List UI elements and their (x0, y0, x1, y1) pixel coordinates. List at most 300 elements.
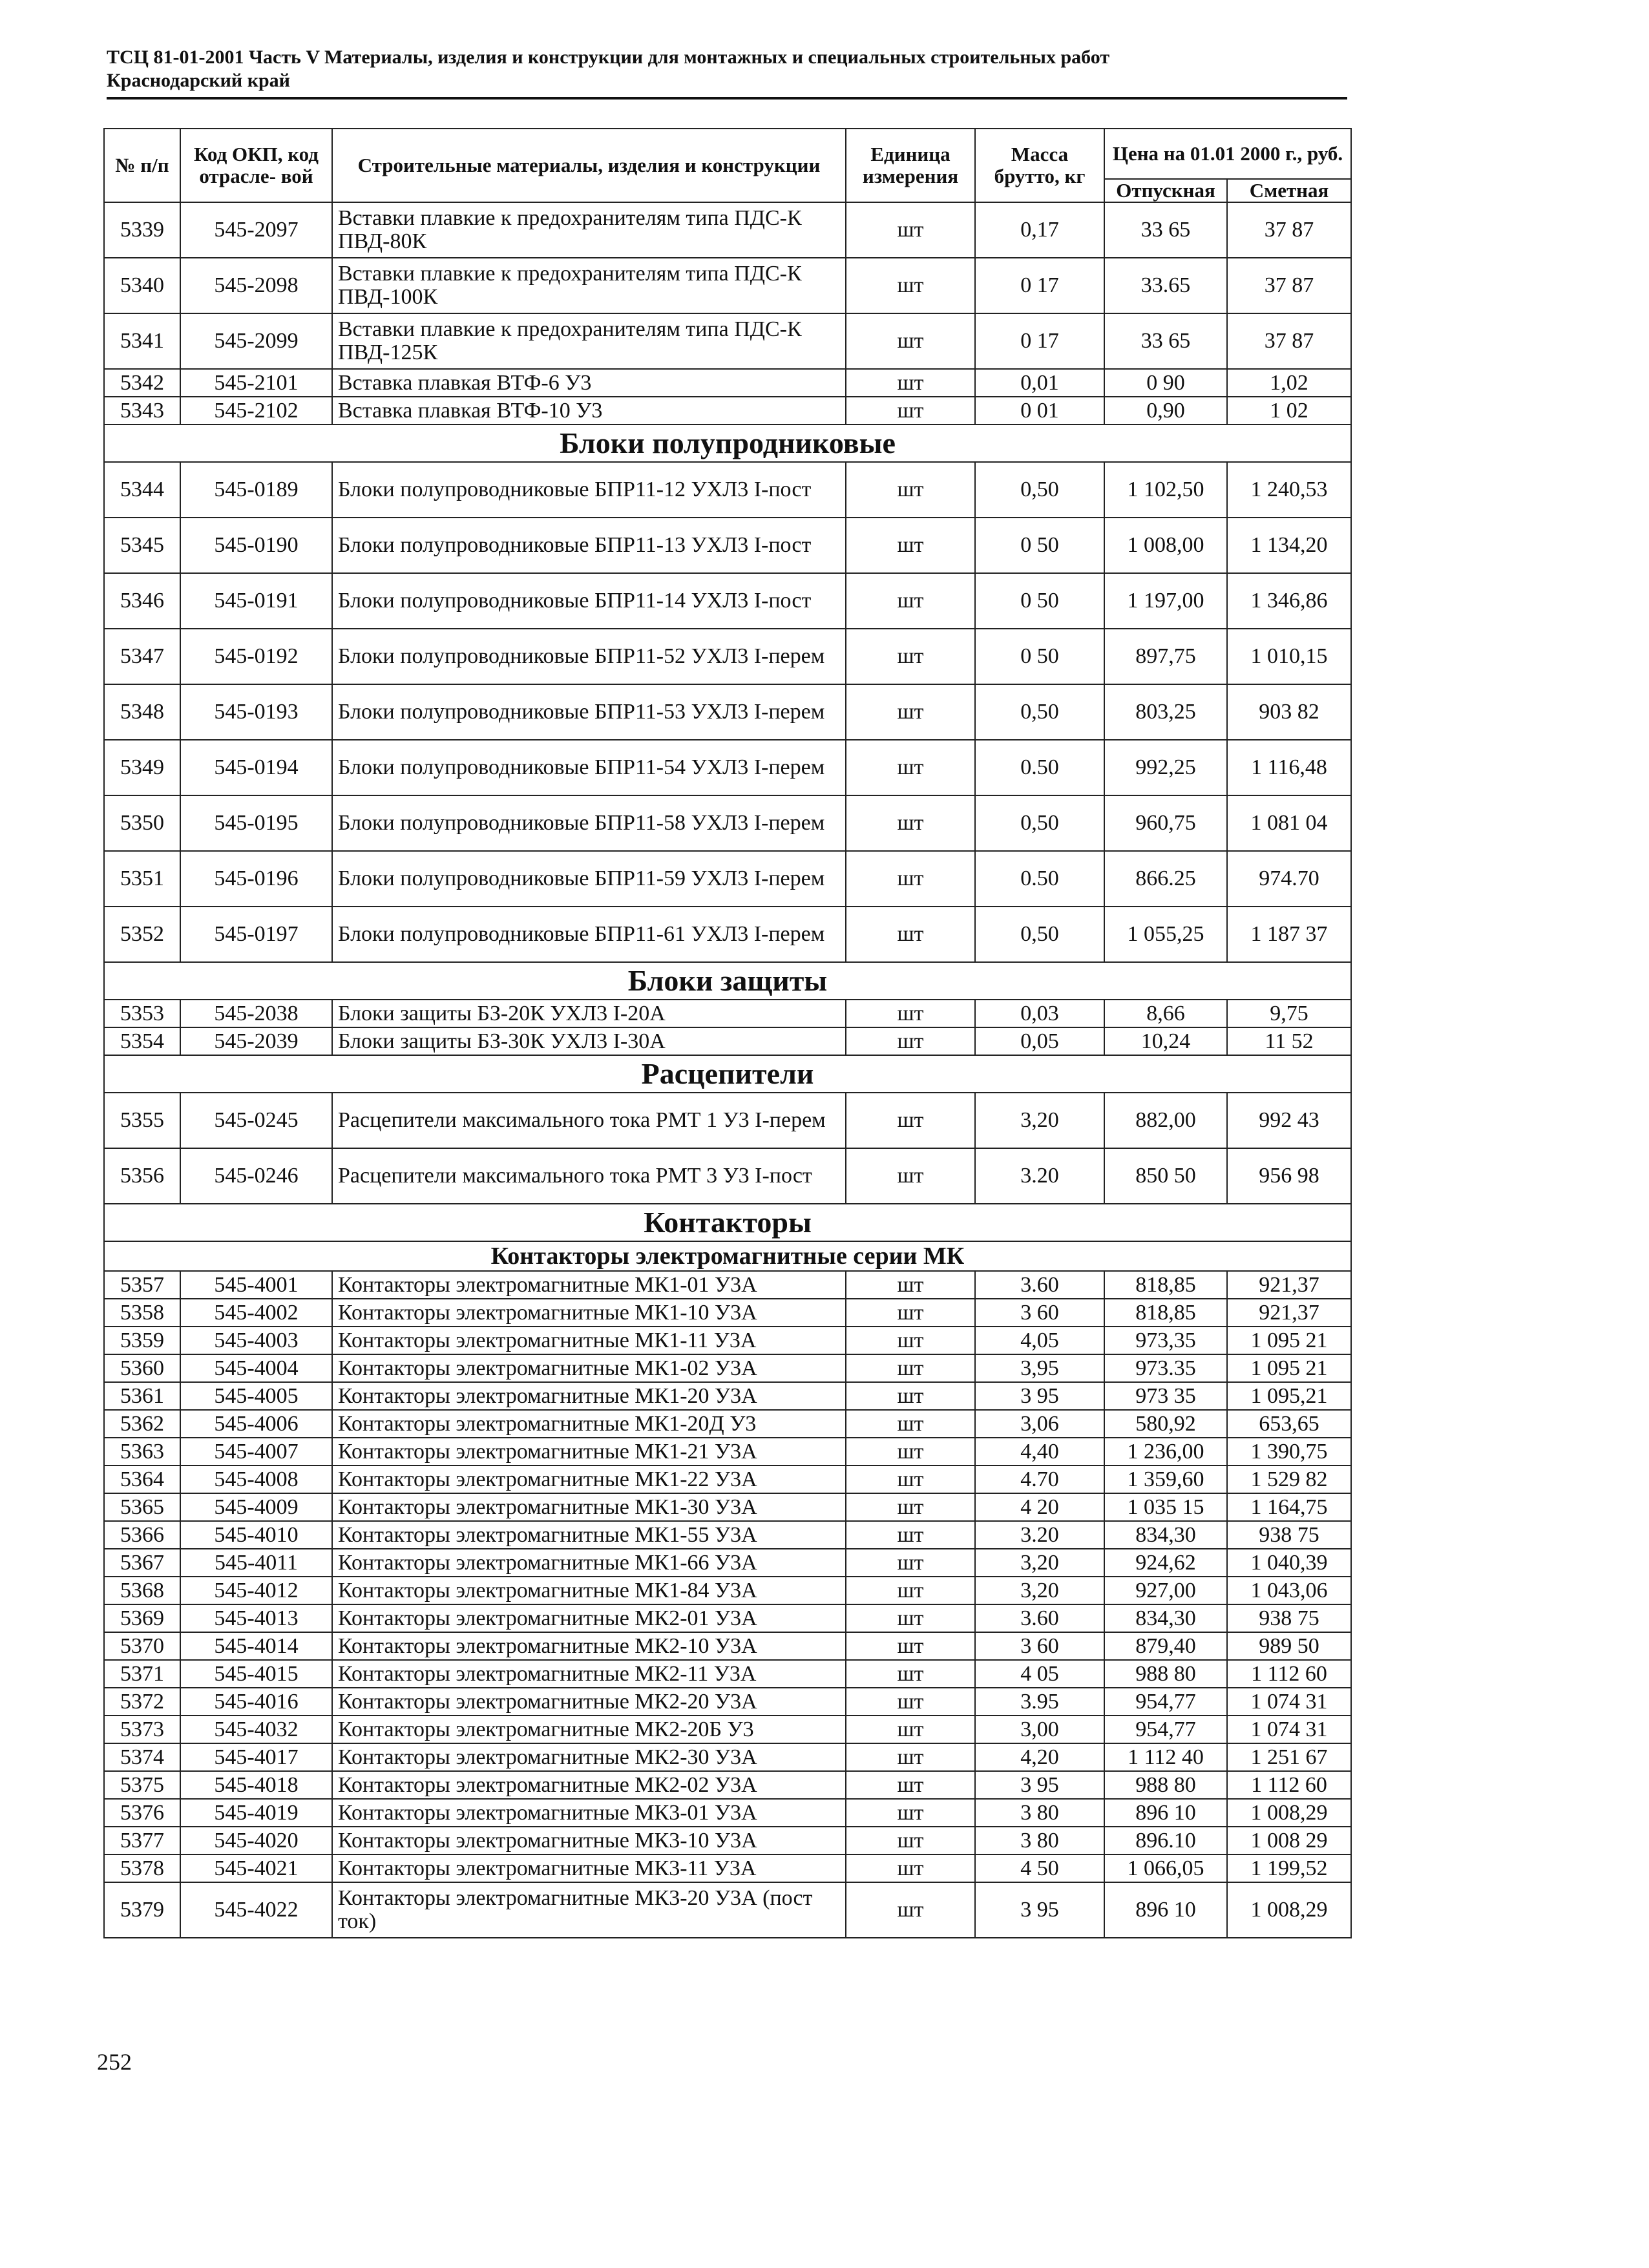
table-body-fuses (104, 202, 1351, 369)
cell-price-release: 803,25 (1104, 684, 1227, 740)
cell-mass: 3 95 (975, 1382, 1104, 1410)
cell-unit: шт (846, 462, 975, 518)
cell-price-estimate: 1 134,20 (1227, 518, 1351, 573)
table-row (104, 907, 1351, 962)
cell-number: 5360 (104, 1354, 180, 1382)
cell-price-release: 1 055,25 (1104, 907, 1227, 962)
cell-unit: шт (846, 1604, 975, 1632)
cell-mass: 4 50 (975, 1854, 1104, 1882)
cell-price-estimate: 921,37 (1227, 1271, 1351, 1299)
cell-number: 5362 (104, 1410, 180, 1438)
cell-price-estimate: 1 529 82 (1227, 1465, 1351, 1493)
page-header (107, 45, 1347, 92)
table-row (104, 573, 1351, 629)
cell-price-release: 580,92 (1104, 1410, 1227, 1438)
table-row (104, 1771, 1351, 1799)
cell-code: 545-0246 (180, 1148, 332, 1204)
cell-code: 545-4006 (180, 1410, 332, 1438)
cell-name: Контакторы электромагнитные МК2-02 У3А (332, 1771, 846, 1799)
cell-mass: 3,00 (975, 1716, 1104, 1743)
cell-name: Вставка плавкая ВТФ-10 У3 (332, 397, 846, 425)
table-header (104, 129, 1351, 202)
cell-mass: 0.50 (975, 740, 1104, 795)
table-row (104, 1688, 1351, 1716)
cell-price-release: 8,66 (1104, 1000, 1227, 1027)
col-price-release-header: Отпускная (1104, 179, 1227, 202)
table-body-contactors (104, 1271, 1351, 1882)
cell-name: Контакторы электромагнитные МК1-66 У3А (332, 1549, 846, 1577)
table-row (104, 258, 1351, 313)
table-row (104, 851, 1351, 907)
cell-price-estimate: 1 010,15 (1227, 629, 1351, 684)
cell-unit: шт (846, 573, 975, 629)
cell-price-estimate: 956 98 (1227, 1148, 1351, 1204)
cell-price-estimate: 1 187 37 (1227, 907, 1351, 962)
cell-code: 545-4009 (180, 1493, 332, 1521)
cell-price-release: 882,00 (1104, 1093, 1227, 1148)
cell-code: 545-4013 (180, 1604, 332, 1632)
cell-price-release: 1 359,60 (1104, 1465, 1227, 1493)
cell-name: Блоки полупроводниковые БПР11-58 УХЛ3 I-перем (332, 795, 846, 851)
table-row (104, 1854, 1351, 1882)
cell-price-estimate: 1,02 (1227, 369, 1351, 397)
cell-code: 545-4015 (180, 1660, 332, 1688)
table-row (104, 1000, 1351, 1027)
cell-price-release: 0,90 (1104, 397, 1227, 425)
cell-price-release: 818,85 (1104, 1271, 1227, 1299)
cell-code: 545-0189 (180, 462, 332, 518)
cell-price-estimate: 1 164,75 (1227, 1493, 1351, 1521)
cell-unit: шт (846, 1549, 975, 1577)
cell-code: 545-0193 (180, 684, 332, 740)
cell-unit: шт (846, 258, 975, 313)
cell-name: Контакторы электромагнитные МК2-11 У3А (332, 1660, 846, 1688)
cell-unit: шт (846, 1854, 975, 1882)
cell-number: 5365 (104, 1493, 180, 1521)
cell-number: 5374 (104, 1743, 180, 1771)
cell-price-estimate: 37 87 (1227, 258, 1351, 313)
cell-name: Контакторы электромагнитные МК2-01 У3А (332, 1604, 846, 1632)
cell-name: Контакторы электромагнитные МК1-84 У3А (332, 1577, 846, 1604)
cell-mass: 3.95 (975, 1688, 1104, 1716)
table-row (104, 369, 1351, 397)
cell-price-release: 954,77 (1104, 1688, 1227, 1716)
cell-number: 5375 (104, 1771, 180, 1799)
cell-price-estimate: 1 008,29 (1227, 1799, 1351, 1827)
cell-name: Блоки полупроводниковые БПР11-53 УХЛ3 I-перем (332, 684, 846, 740)
table-body-contactors-b (104, 1882, 1351, 1938)
cell-price-estimate: 921,37 (1227, 1299, 1351, 1327)
table-row (104, 1438, 1351, 1465)
section-protection (104, 962, 1351, 1000)
cell-number: 5344 (104, 462, 180, 518)
cell-name: Блоки полупроводниковые БПР11-14 УХЛ3 I-пост (332, 573, 846, 629)
cell-name: Контакторы электромагнитные МК1-20 У3А (332, 1382, 846, 1410)
cell-number: 5378 (104, 1854, 180, 1882)
cell-price-release: 988 80 (1104, 1660, 1227, 1688)
cell-price-estimate: 1 112 60 (1227, 1660, 1351, 1688)
cell-number: 5343 (104, 397, 180, 425)
cell-number: 5348 (104, 684, 180, 740)
table-row (104, 1604, 1351, 1632)
cell-number: 5370 (104, 1632, 180, 1660)
cell-mass: 3,06 (975, 1410, 1104, 1438)
cell-unit: шт (846, 1827, 975, 1854)
cell-mass: 0,05 (975, 1027, 1104, 1055)
cell-unit: шт (846, 1465, 975, 1493)
table-row (104, 1271, 1351, 1299)
table-row (104, 1382, 1351, 1410)
cell-number: 5356 (104, 1148, 180, 1204)
table-row (104, 1027, 1351, 1055)
cell-name: Контакторы электромагнитные МК1-22 У3А (332, 1465, 846, 1493)
cell-name: Контакторы электромагнитные МК2-20 У3А (332, 1688, 846, 1716)
cell-mass: 4.70 (975, 1465, 1104, 1493)
table-row (104, 1660, 1351, 1688)
cell-code: 545-2038 (180, 1000, 332, 1027)
cell-price-release: 834,30 (1104, 1521, 1227, 1549)
cell-price-estimate: 1 199,52 (1227, 1854, 1351, 1882)
cell-mass: 3 80 (975, 1799, 1104, 1827)
cell-price-release: 988 80 (1104, 1771, 1227, 1799)
cell-price-estimate: 1 112 60 (1227, 1771, 1351, 1799)
cell-unit: шт (846, 1000, 975, 1027)
table-row (104, 740, 1351, 795)
cell-price-release: 992,25 (1104, 740, 1227, 795)
document-title: ТСЦ 81-01-2001 Часть V Материалы, изделия и конструкции для монтажных и специальных строительных работ (107, 47, 1110, 68)
cell-mass: 0,50 (975, 684, 1104, 740)
col-mass-header: Масса брутто, кг (975, 129, 1104, 202)
cell-name: Контакторы электромагнитные МК1-02 У3А (332, 1354, 846, 1382)
cell-code: 545-4017 (180, 1743, 332, 1771)
cell-mass: 0 01 (975, 397, 1104, 425)
region-name: Краснодарский край (107, 70, 290, 91)
cell-name: Блоки полупроводниковые БПР11-52 УХЛ3 I-перем (332, 629, 846, 684)
table-row (104, 1493, 1351, 1521)
cell-number: 5351 (104, 851, 180, 907)
cell-price-release: 1 035 15 (1104, 1493, 1227, 1521)
table-body-protection (104, 1000, 1351, 1055)
cell-price-release: 973,35 (1104, 1327, 1227, 1354)
cell-price-release: 33 65 (1104, 202, 1227, 258)
cell-code: 545-4022 (180, 1882, 332, 1938)
cell-unit: шт (846, 1882, 975, 1938)
col-price-header: Цена на 01.01 2000 г., руб. (1104, 129, 1351, 179)
cell-mass: 0,50 (975, 907, 1104, 962)
table-row (104, 462, 1351, 518)
cell-mass: 3,95 (975, 1354, 1104, 1382)
cell-code: 545-4016 (180, 1688, 332, 1716)
cell-unit: шт (846, 397, 975, 425)
cell-number: 5354 (104, 1027, 180, 1055)
cell-mass: 0,01 (975, 369, 1104, 397)
table-row (104, 1410, 1351, 1438)
table-row (104, 795, 1351, 851)
cell-name: Блоки защиты БЗ-30К УХЛ3 I-30А (332, 1027, 846, 1055)
cell-price-estimate: 1 008,29 (1227, 1882, 1351, 1938)
cell-unit: шт (846, 1327, 975, 1354)
cell-code: 545-4021 (180, 1854, 332, 1882)
cell-price-estimate: 1 240,53 (1227, 462, 1351, 518)
cell-price-release: 1 066,05 (1104, 1854, 1227, 1882)
cell-price-estimate: 11 52 (1227, 1027, 1351, 1055)
cell-name: Контакторы электромагнитные МК2-20Б У3 (332, 1716, 846, 1743)
cell-code: 545-4019 (180, 1799, 332, 1827)
cell-number: 5350 (104, 795, 180, 851)
cell-number: 5366 (104, 1521, 180, 1549)
cell-code: 545-4007 (180, 1438, 332, 1465)
cell-price-estimate: 992 43 (1227, 1093, 1351, 1148)
cell-mass: 0 50 (975, 518, 1104, 573)
cell-mass: 4,05 (975, 1327, 1104, 1354)
cell-unit: шт (846, 1148, 975, 1204)
table-row (104, 1632, 1351, 1660)
cell-price-estimate: 974.70 (1227, 851, 1351, 907)
cell-number: 5341 (104, 313, 180, 369)
cell-unit: шт (846, 1271, 975, 1299)
cell-price-estimate: 1 040,39 (1227, 1549, 1351, 1577)
table-row (104, 1148, 1351, 1204)
cell-mass: 3 60 (975, 1299, 1104, 1327)
cell-code: 545-0192 (180, 629, 332, 684)
cell-code: 545-0196 (180, 851, 332, 907)
cell-number: 5358 (104, 1299, 180, 1327)
cell-price-release: 879,40 (1104, 1632, 1227, 1660)
col-price-estimate-header: Сметная (1227, 179, 1351, 202)
cell-price-release: 818,85 (1104, 1299, 1227, 1327)
cell-unit: шт (846, 1354, 975, 1382)
cell-name: Вставки плавкие к предохранителям типа ПДС-К ПВД-100К (332, 258, 846, 313)
cell-number: 5352 (104, 907, 180, 962)
cell-name: Вставка плавкая ВТФ-6 У3 (332, 369, 846, 397)
cell-price-estimate: 653,65 (1227, 1410, 1351, 1438)
table-row (104, 397, 1351, 425)
cell-price-release: 0 90 (1104, 369, 1227, 397)
cell-code: 545-4011 (180, 1549, 332, 1577)
cell-price-estimate: 1 02 (1227, 397, 1351, 425)
cell-mass: 0,03 (975, 1000, 1104, 1027)
cell-price-estimate: 37 87 (1227, 313, 1351, 369)
page-number: 252 (97, 2049, 132, 2075)
table-row (104, 1882, 1351, 1938)
cell-price-release: 954,77 (1104, 1716, 1227, 1743)
cell-number: 5342 (104, 369, 180, 397)
section-title: Расцепители (104, 1055, 1351, 1093)
cell-price-release: 866.25 (1104, 851, 1227, 907)
cell-number: 5347 (104, 629, 180, 684)
cell-unit: шт (846, 1743, 975, 1771)
cell-number: 5368 (104, 1577, 180, 1604)
cell-name: Контакторы электромагнитные МК1-21 У3А (332, 1438, 846, 1465)
table-row (104, 1354, 1351, 1382)
table-row (104, 1549, 1351, 1577)
cell-name: Блоки полупроводниковые БПР11-13 УХЛ3 I-пост (332, 518, 846, 573)
cell-name: Контакторы электромагнитные МК1-20Д У3 (332, 1410, 846, 1438)
cell-price-estimate: 1 043,06 (1227, 1577, 1351, 1604)
cell-name: Блоки защиты БЗ-20К УХЛ3 I-20А (332, 1000, 846, 1027)
table-row (104, 629, 1351, 684)
table-row (104, 1093, 1351, 1148)
cell-unit: шт (846, 1299, 975, 1327)
cell-code: 545-4005 (180, 1382, 332, 1410)
cell-number: 5369 (104, 1604, 180, 1632)
cell-number: 5367 (104, 1549, 180, 1577)
cell-mass: 4 20 (975, 1493, 1104, 1521)
table-row (104, 1716, 1351, 1743)
cell-code: 545-0190 (180, 518, 332, 573)
cell-unit: шт (846, 1521, 975, 1549)
cell-price-release: 1 236,00 (1104, 1438, 1227, 1465)
cell-unit: шт (846, 1688, 975, 1716)
cell-code: 545-4004 (180, 1354, 332, 1382)
cell-mass: 0 17 (975, 258, 1104, 313)
cell-mass: 0 50 (975, 573, 1104, 629)
cell-unit: шт (846, 202, 975, 258)
cell-mass: 4 05 (975, 1660, 1104, 1688)
cell-name: Расцепители максимального тока РМТ 3 У3 I-пост (332, 1148, 846, 1204)
cell-name: Контакторы электромагнитные МК1-55 У3А (332, 1521, 846, 1549)
cell-price-estimate: 1 074 31 (1227, 1688, 1351, 1716)
cell-number: 5340 (104, 258, 180, 313)
table-row (104, 202, 1351, 258)
cell-price-estimate: 1 081 04 (1227, 795, 1351, 851)
cell-code: 545-0191 (180, 573, 332, 629)
cell-mass: 0.50 (975, 851, 1104, 907)
cell-price-release: 10,24 (1104, 1027, 1227, 1055)
cell-mass: 0 17 (975, 313, 1104, 369)
cell-mass: 3 95 (975, 1771, 1104, 1799)
cell-code: 545-0245 (180, 1093, 332, 1148)
cell-name: Контакторы электромагнитные МК3-11 У3А (332, 1854, 846, 1882)
cell-price-release: 896 10 (1104, 1799, 1227, 1827)
table-row (104, 518, 1351, 573)
cell-mass: 3 95 (975, 1882, 1104, 1938)
cell-price-estimate: 1 346,86 (1227, 573, 1351, 629)
section-semiconductor (104, 425, 1351, 462)
cell-mass: 3.60 (975, 1604, 1104, 1632)
cell-price-estimate: 37 87 (1227, 202, 1351, 258)
cell-name: Контакторы электромагнитные МК1-30 У3А (332, 1493, 846, 1521)
cell-number: 5379 (104, 1882, 180, 1938)
table-row (104, 1465, 1351, 1493)
cell-name: Блоки полупроводниковые БПР11-54 УХЛ3 I-перем (332, 740, 846, 795)
cell-code: 545-2039 (180, 1027, 332, 1055)
cell-number: 5359 (104, 1327, 180, 1354)
cell-price-release: 1 102,50 (1104, 462, 1227, 518)
col-name-header: Строительные материалы, изделия и конструкции (332, 129, 846, 202)
cell-price-estimate: 9,75 (1227, 1000, 1351, 1027)
cell-unit: шт (846, 1493, 975, 1521)
cell-price-release: 1 112 40 (1104, 1743, 1227, 1771)
subsection-title: Контакторы электромагнитные серии МК (104, 1241, 1351, 1271)
cell-price-release: 834,30 (1104, 1604, 1227, 1632)
cell-number: 5377 (104, 1827, 180, 1854)
cell-number: 5373 (104, 1716, 180, 1743)
table-body-semiconductor (104, 462, 1351, 962)
cell-number: 5345 (104, 518, 180, 573)
cell-price-estimate: 989 50 (1227, 1632, 1351, 1660)
cell-price-release: 1 197,00 (1104, 573, 1227, 629)
cell-number: 5363 (104, 1438, 180, 1465)
cell-mass: 3 60 (975, 1632, 1104, 1660)
cell-name: Контакторы электромагнитные МК2-10 У3А (332, 1632, 846, 1660)
cell-unit: шт (846, 740, 975, 795)
section-releases (104, 1055, 1351, 1093)
cell-unit: шт (846, 1093, 975, 1148)
cell-number: 5353 (104, 1000, 180, 1027)
cell-price-release: 927,00 (1104, 1577, 1227, 1604)
cell-number: 5357 (104, 1271, 180, 1299)
cell-price-estimate: 938 75 (1227, 1521, 1351, 1549)
cell-price-estimate: 1 095 21 (1227, 1354, 1351, 1382)
cell-unit: шт (846, 1660, 975, 1688)
cell-number: 5371 (104, 1660, 180, 1688)
cell-name: Блоки полупроводниковые БПР11-59 УХЛ3 I-перем (332, 851, 846, 907)
cell-code: 545-4001 (180, 1271, 332, 1299)
cell-name: Расцепители максимального тока РМТ 1 У3 I-перем (332, 1093, 846, 1148)
cell-mass: 3,20 (975, 1093, 1104, 1148)
cell-unit: шт (846, 369, 975, 397)
table-body-releases (104, 1093, 1351, 1204)
cell-mass: 4,40 (975, 1438, 1104, 1465)
cell-code: 545-2098 (180, 258, 332, 313)
table-row (104, 1299, 1351, 1327)
cell-code: 545-4020 (180, 1827, 332, 1854)
cell-name: Контакторы электромагнитные МК3-20 У3А (пост ток) (332, 1882, 846, 1938)
cell-number: 5355 (104, 1093, 180, 1148)
table-row (104, 1827, 1351, 1854)
cell-code: 545-4008 (180, 1465, 332, 1493)
cell-unit: шт (846, 1382, 975, 1410)
section-title: Блоки защиты (104, 962, 1351, 1000)
cell-mass: 3 80 (975, 1827, 1104, 1854)
cell-unit: шт (846, 1632, 975, 1660)
table-row (104, 1743, 1351, 1771)
section-title: Контакторы (104, 1204, 1351, 1241)
cell-unit: шт (846, 907, 975, 962)
cell-code: 545-2102 (180, 397, 332, 425)
table-row (104, 313, 1351, 369)
cell-unit: шт (846, 1771, 975, 1799)
cell-code: 545-2097 (180, 202, 332, 258)
cell-price-estimate: 1 116,48 (1227, 740, 1351, 795)
cell-mass: 0 50 (975, 629, 1104, 684)
section-title: Блоки полупродниковые (104, 425, 1351, 462)
cell-price-release: 896 10 (1104, 1882, 1227, 1938)
cell-price-release: 33.65 (1104, 258, 1227, 313)
cell-mass: 3.20 (975, 1521, 1104, 1549)
table-row (104, 684, 1351, 740)
cell-number: 5376 (104, 1799, 180, 1827)
cell-mass: 3.60 (975, 1271, 1104, 1299)
cell-unit: шт (846, 684, 975, 740)
cell-code: 545-4032 (180, 1716, 332, 1743)
cell-mass: 0,50 (975, 462, 1104, 518)
cell-price-release: 897,75 (1104, 629, 1227, 684)
cell-code: 545-0197 (180, 907, 332, 962)
cell-price-release: 896.10 (1104, 1827, 1227, 1854)
cell-unit: шт (846, 1799, 975, 1827)
cell-name: Контакторы электромагнитные МК2-30 У3А (332, 1743, 846, 1771)
col-num-header: № п/п (104, 129, 180, 202)
cell-price-release: 1 008,00 (1104, 518, 1227, 573)
cell-name: Блоки полупроводниковые БПР11-12 УХЛ3 I-пост (332, 462, 846, 518)
cell-price-release: 33 65 (1104, 313, 1227, 369)
cell-price-estimate: 1 251 67 (1227, 1743, 1351, 1771)
cell-price-release: 973 35 (1104, 1382, 1227, 1410)
cell-unit: шт (846, 629, 975, 684)
cell-mass: 3.20 (975, 1148, 1104, 1204)
